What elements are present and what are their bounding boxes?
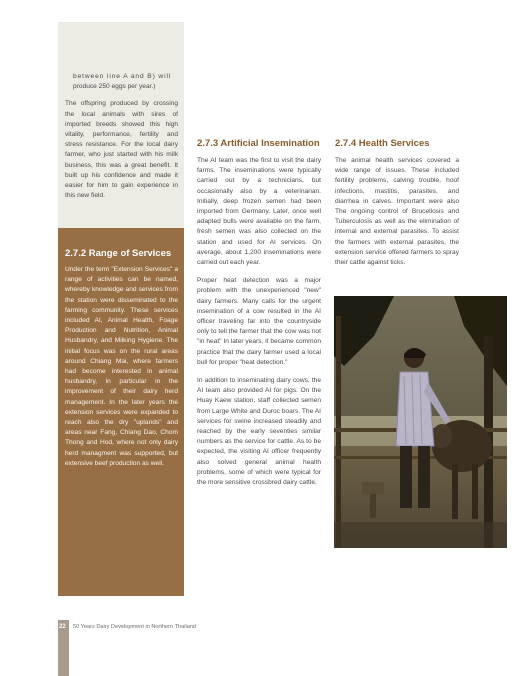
artificial-insemination-heading: 2.7.3 Artificial Insemination xyxy=(197,138,320,149)
farmer-with-cattle-photo xyxy=(334,296,507,548)
artificial-insemination-column xyxy=(197,138,321,496)
ai-paragraph-2: Proper heat detection was a major problem with the unexperienced "new" dairy farmers. Many calls for the urgent insemination of a cow resulted in the AI officer traveling far into the countryside only to tell the farmer that the cow was not "in heat" In later years, it became common practice that the dairy farmer used a local bull for proper "heat detection." xyxy=(197,277,321,366)
continued-line-1: between line A and B) will xyxy=(73,73,172,80)
continued-line-2: produce 250 eggs per year.) xyxy=(73,83,156,91)
health-services-column xyxy=(335,138,459,276)
ai-paragraph-3: In addition to inseminating dairy cows, the AI team also provided AI for pigs. On the Huay Kaew station, staff collected semen from Large White and Duroc boars. The AI services for swine increased steadily and reached by the early seventies similar numbers as the service for cattle. As to be expected, the visiting AI officer frequently also solved general animal health problems, some of which were typical for the more sensitive crossbred dairy cattle. xyxy=(197,377,321,487)
range-of-services-paragraph: Under the term "Extension Services" a range of activities can be named, whereby knowledge and services from the station were disseminated to the farming community. These services included AI, Animal Health, Foage Production and Nutrition, Animal Husbandry, and Milking Hygiene. The initial focus was on the rural areas around Chiang Mai, where farmers had become interested in animal husbandry, in particular in the improvement of their dairy herd management. In the later years the extension services were expanded to reach also the dry "uplands" and areas near Fang, Chiang Dao, Chom Thong and Hod, where not only dairy herd managment was supported, but extensive beef production as well. xyxy=(65,266,178,467)
offspring-paragraph: The offspring produced by crossing the local animals with sires of imported breeds showed this high vitality, performance, fertility and stress resistance. For the local dairy farmer, who just started with his milk business, this was a great benefit. It built up his confidence and made it easier for him to gain experience in this new field. xyxy=(65,100,178,200)
photo-illustration xyxy=(334,296,507,548)
health-services-paragraph: The animal health services covered a wide range of issues. These included fertility problems, calving trouble, hoof infections, mastitis, parasites, and diarrhea in calves. Important were also The ongoing control of Brucellosis and Tuberculosis as well as the elimination of internal and external parasites. To assist the farmers with external parasites, the extension service offered farmers to spray their cattle against ticks. xyxy=(335,157,459,267)
sidebar-continuation xyxy=(58,22,184,228)
ai-paragraph-1: The AI team was the first to visit the dairy farms. The inseminations were typically carried out by a technicians, but occasionally also by a veterinarian. Initially, deep frozen semen had been imported from Germany. Later, once well adapted bulls were available on the farm, fresh semen was also collected on the station and used for AI services. On average, about 1,200 inseminations were carried out each year. xyxy=(197,157,321,267)
health-services-heading: 2.7.4 Health Services xyxy=(335,138,430,149)
range-of-services-box xyxy=(58,228,184,596)
range-of-services-heading: 2.7.2 Range of Services xyxy=(65,248,172,259)
running-title: 50 Years Dairy Development in Northern Thailand xyxy=(73,624,197,630)
page-number: 22 xyxy=(59,624,66,630)
